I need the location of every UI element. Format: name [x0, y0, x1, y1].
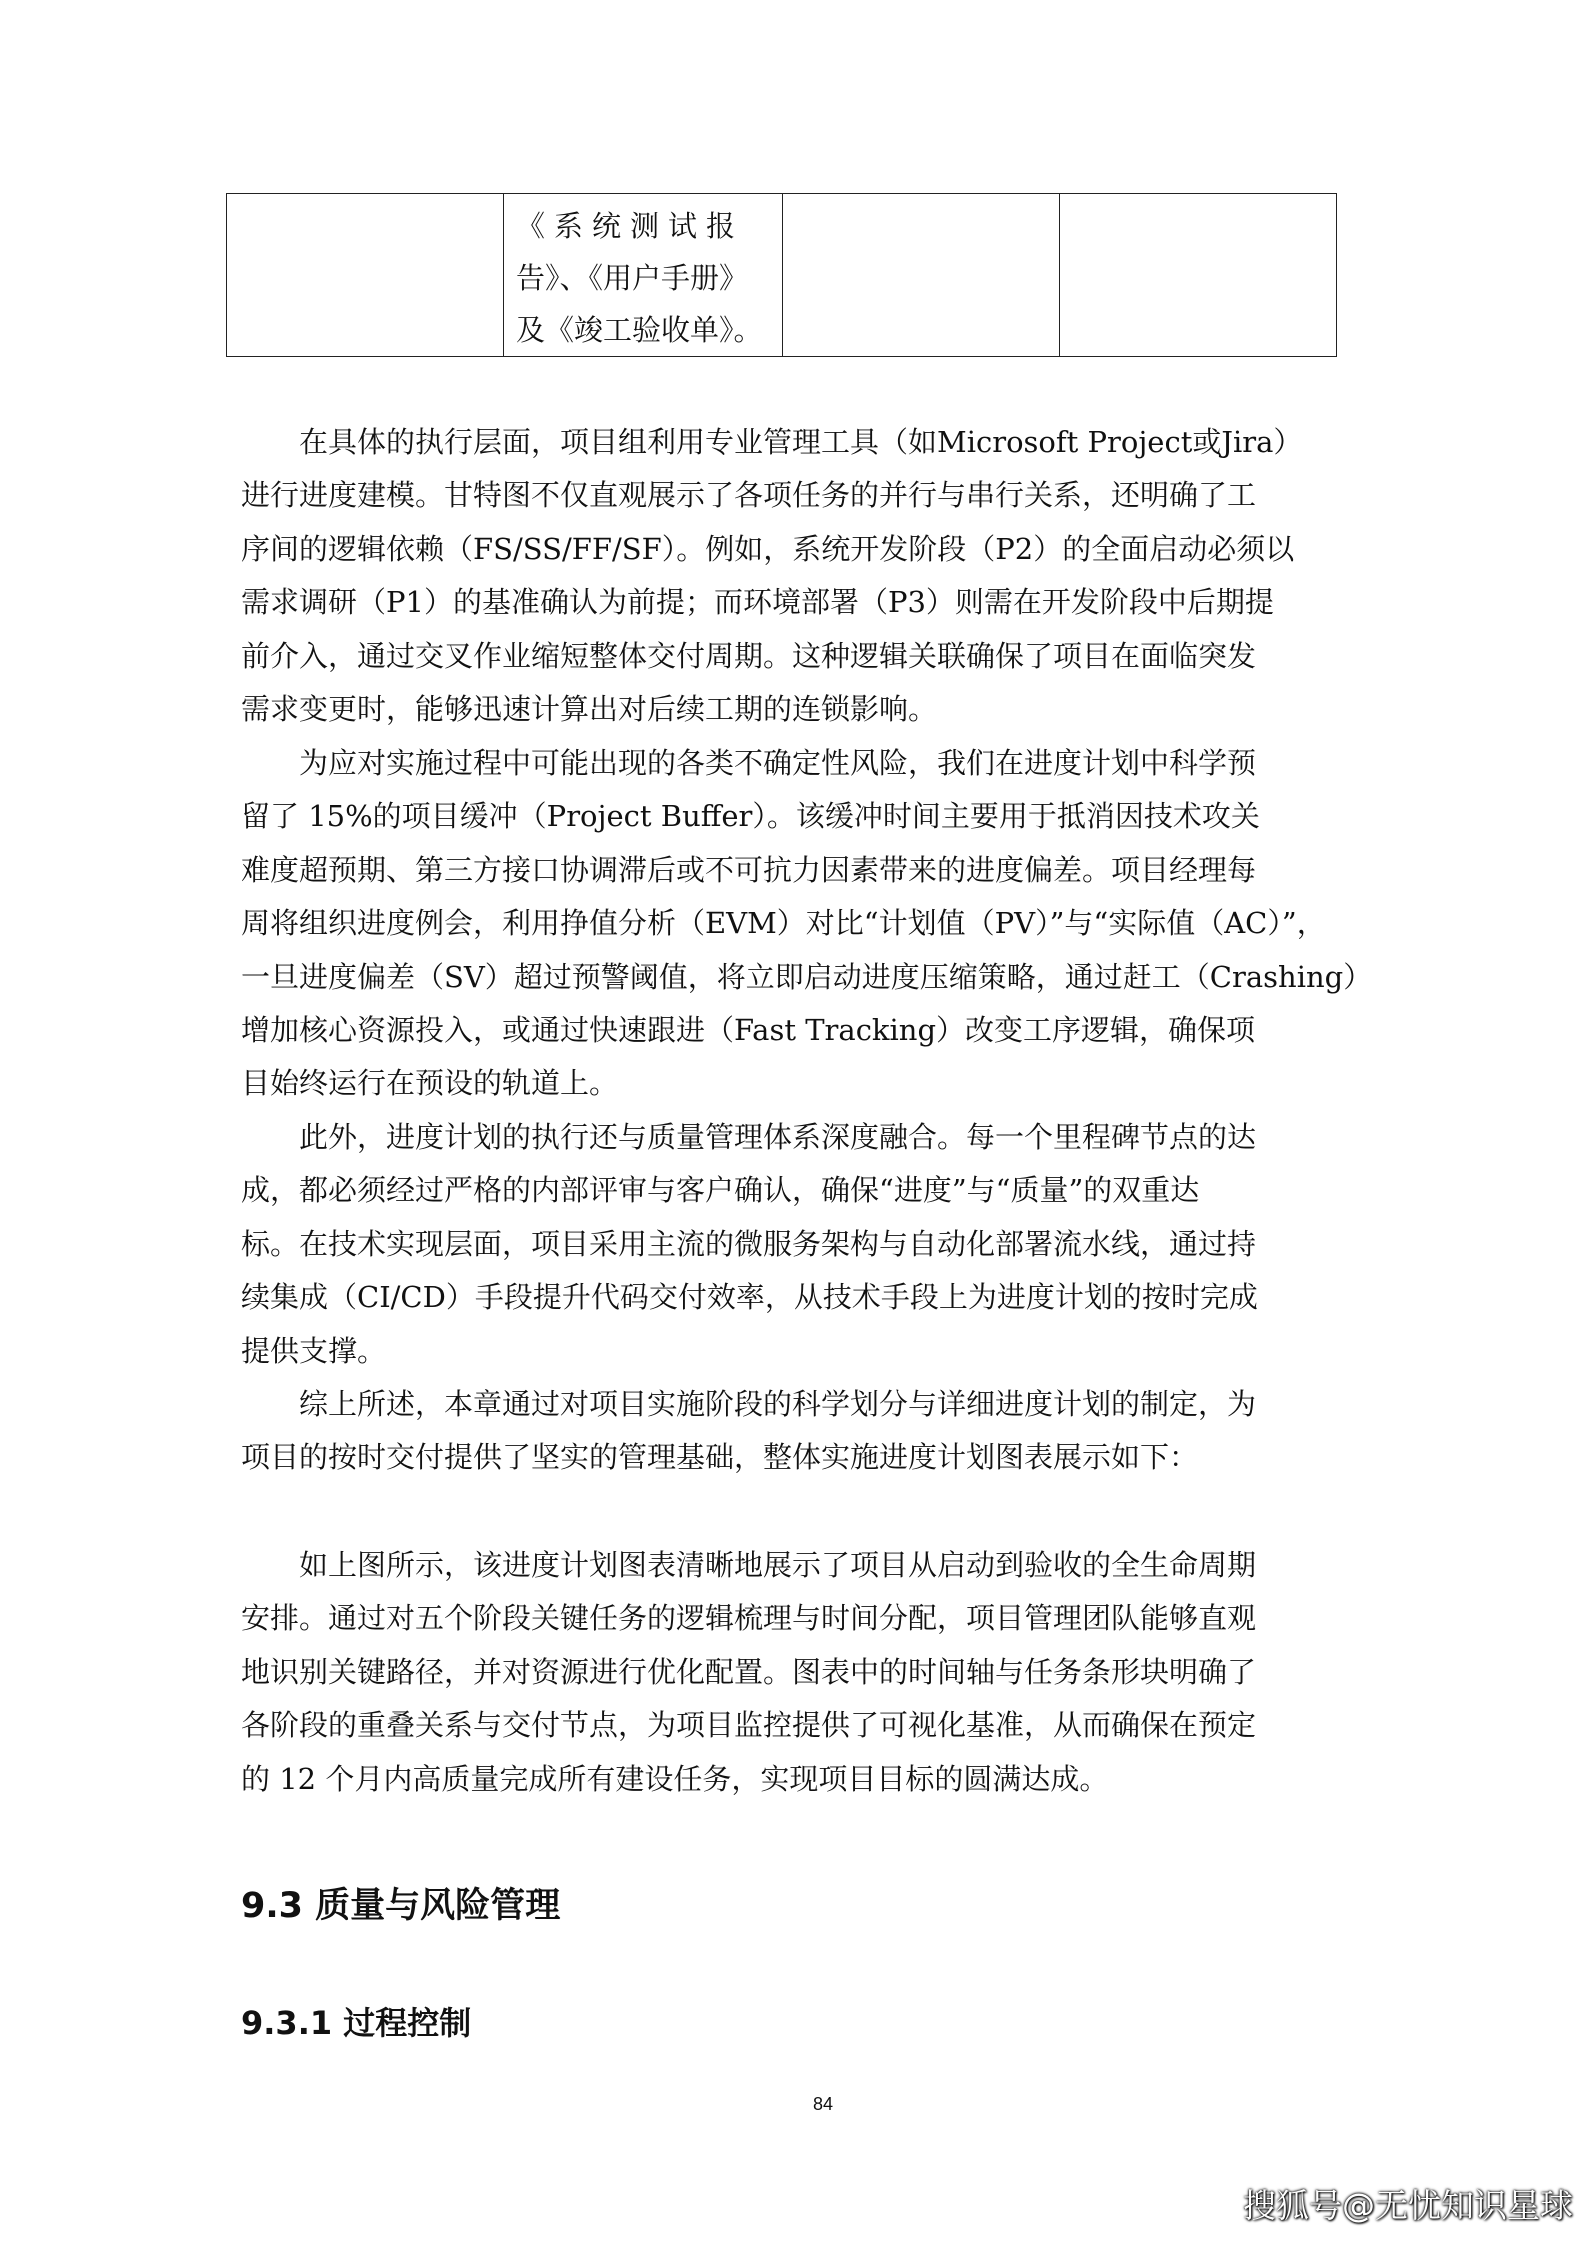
paragraph-1	[241, 416, 1361, 736]
table-cell-4	[1060, 194, 1337, 357]
text-line: 需求变更时，能够迅速计算出对后续工期的连锁影响。	[241, 692, 938, 727]
table-cell-3	[783, 194, 1060, 357]
paragraph-3	[241, 1111, 1361, 1378]
table-cell-1	[227, 194, 504, 357]
text-line: 如上图所示，该进度计划图表清晰地展示了项目从启动到验收的全生命周期	[299, 1548, 1257, 1582]
paragraph-4	[241, 1378, 1361, 1485]
text-line: 安排。通过对五个阶段关键任务的逻辑梳理与时间分配，项目管理团队能够直观	[241, 1601, 1257, 1636]
text-line: 目始终运行在预设的轨道上。	[241, 1066, 619, 1101]
cell-text-line: 告》、《用户手册》	[516, 261, 749, 295]
text-line: 地识别关键路径，并对资源进行优化配置。图表中的时间轴与任务条形块明确了	[241, 1654, 1257, 1689]
text-line: 项目的按时交付提供了坚实的管理基础，整体实施进度计划图表展示如下：	[241, 1440, 1199, 1475]
text-line: 序间的逻辑依赖（FS/SS/FF/SF）。例如，系统开发阶段（P2）的全面启动必须以	[241, 531, 1295, 566]
page-number: 84	[812, 2094, 834, 2114]
text-line: 在具体的执行层面，项目组利用专业管理工具（如Microsoft Project或Jira）	[299, 425, 1303, 459]
text-line: 标。在技术实现层面，项目采用主流的微服务架构与自动化部署流水线，通过持	[241, 1226, 1257, 1261]
table-cell-2	[504, 194, 783, 357]
subsection-heading: 9.3.1 过程控制	[241, 2004, 472, 2042]
text-line: 综上所述，本章通过对项目实施阶段的科学划分与详细进度计划的制定，为	[299, 1387, 1257, 1421]
watermark-text: 搜狐号@无忧知识星球	[1243, 2186, 1573, 2225]
text-line: 需求调研（P1）的基准确认为前提；而环境部署（P3）则需在开发阶段中后期提	[241, 585, 1274, 620]
text-line: 提供支撑。	[241, 1333, 387, 1368]
text-line: 此外，进度计划的执行还与质量管理体系深度融合。每一个里程碑节点的达	[299, 1120, 1257, 1154]
text-line: 一旦进度偏差（SV）超过预警阈值，将立即启动进度压缩策略，通过赶工（Crashing）	[241, 959, 1373, 994]
cell-text-line: 《系统测试报	[516, 209, 745, 243]
text-line: 各阶段的重叠关系与交付节点，为项目监控提供了可视化基准，从而确保在预定	[241, 1708, 1257, 1743]
text-line: 续集成（CI/CD）手段提升代码交付效率，从技术手段上为进度计划的按时完成	[241, 1280, 1258, 1315]
text-line: 留了 15%的项目缓冲（Project Buffer）。该缓冲时间主要用于抵消因技术攻关	[241, 799, 1260, 834]
text-line: 进行进度建模。甘特图不仅直观展示了各项任务的并行与串行关系，还明确了工	[241, 478, 1257, 513]
text-line: 难度超预期、第三方接口协调滞后或不可抗力因素带来的进度偏差。项目经理每	[241, 852, 1257, 887]
text-line: 增加核心资源投入，或通过快速跟进（Fast Tracking）改变工序逻辑，确保项	[241, 1013, 1256, 1048]
paragraph-2	[241, 737, 1373, 1111]
text-line: 前介入，通过交叉作业缩短整体交付周期。这种逻辑关联确保了项目在面临突发	[241, 638, 1257, 673]
section-heading: 9.3 质量与风险管理	[241, 1886, 561, 1926]
text-line: 的 12 个月内高质量完成所有建设任务，实现项目目标的圆满达成。	[241, 1761, 1109, 1796]
paragraph-5	[241, 1539, 1361, 1806]
text-line: 周将组织进度例会，利用挣值分析（EVM）对比“计划值（PV）”与“实际值（AC）”，	[241, 906, 1326, 941]
table-row	[227, 194, 1337, 357]
text-line: 为应对实施过程中可能出现的各类不确定性风险，我们在进度计划中科学预	[299, 746, 1257, 780]
cell-text-line: 及《竣工验收单》。	[516, 313, 763, 347]
table-fragment	[226, 193, 1337, 357]
text-line: 成，都必须经过严格的内部评审与客户确认，确保“进度”与“质量”的双重达	[241, 1173, 1200, 1208]
